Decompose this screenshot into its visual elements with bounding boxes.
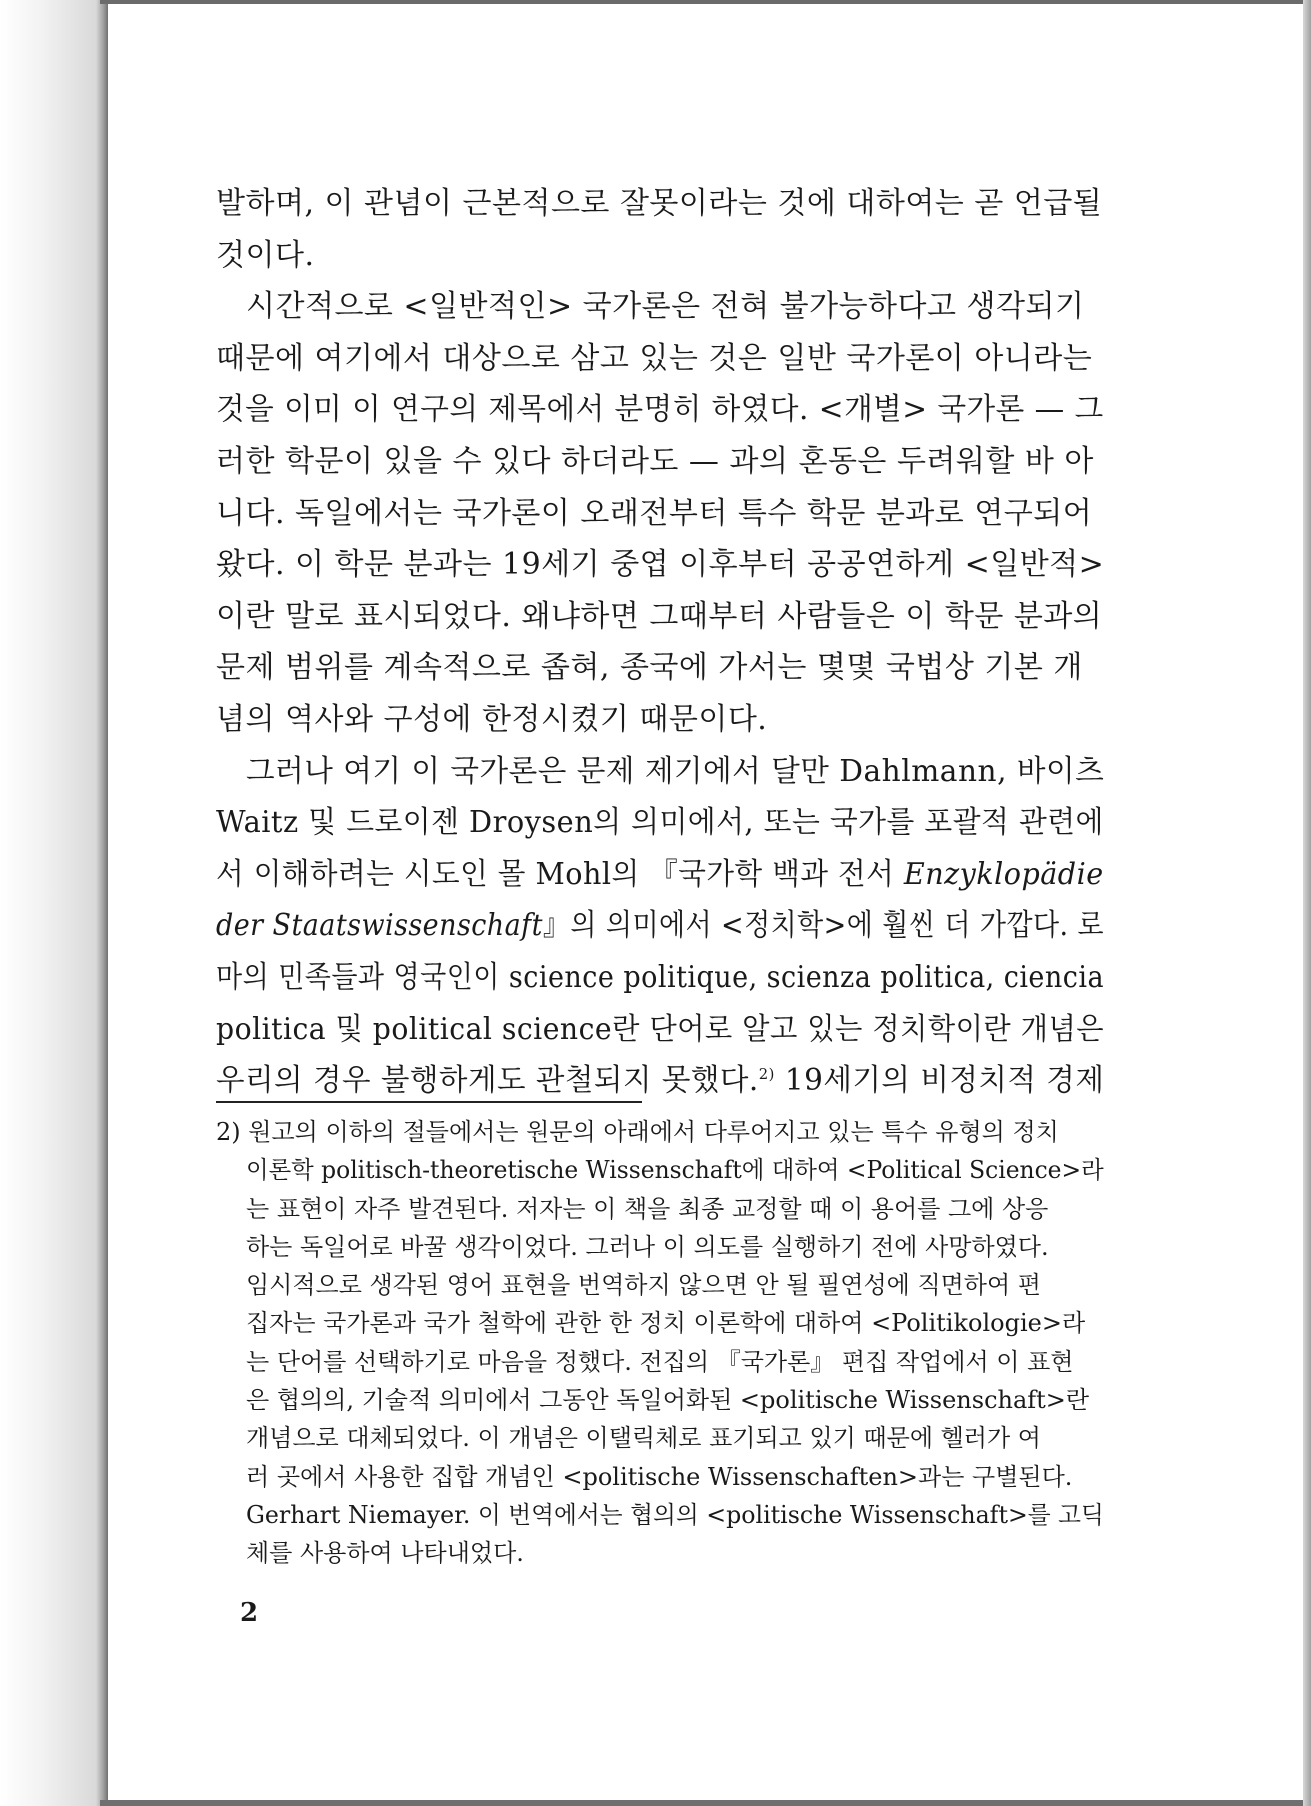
- footnote-line: 은 협의의, 기술적 의미에서 그동안 독일어화된 <politische Wissenschaft>란: [246, 1386, 1090, 1415]
- text-line: 시간적으로 <일반적인> 국가론은 전혀 불가능하다고 생각되기: [246, 289, 1085, 325]
- footnote-line: Gerhart Niemayer. 이 번역에서는 협의의 <politische Wissenschaft>를 고딕: [246, 1500, 1104, 1529]
- text-line: politica 및 political science란 단어로 알고 있는 정치학이란 개념은: [216, 1011, 1105, 1047]
- text-line: 니다. 독일에서는 국가론이 오래전부터 특수 학문 분과로 연구되어: [216, 495, 1093, 531]
- text-segment: 우리의 경우 불행하게도 관철되지 못했다.: [216, 1063, 759, 1099]
- footnote-line: 이론학 politisch-theoretische Wissenschaft에 대하여 <Political Science>라: [246, 1156, 1104, 1185]
- footnote-line: 는 단어를 선택하기로 마음을 정했다. 전집의 『국가론』 편집 작업에서 이 표현: [246, 1347, 1074, 1376]
- text-line: 마의 민족들과 영국인이 science politique, scienza politica, ciencia: [216, 959, 1105, 995]
- footnote-line: 집자는 국가론과 국가 철학에 관한 한 정치 이론학에 대하여 <Politikologie>라: [246, 1309, 1086, 1338]
- page-bottom-edge: [100, 1800, 1311, 1806]
- footnote-block: [216, 1113, 1104, 1573]
- text-line: 러한 학문이 있을 수 있다 하더라도 — 과의 혼동은 두려워할 바 아: [216, 443, 1094, 479]
- text-line: [216, 1055, 1104, 1107]
- text-line: Waitz 및 드로이젠 Droysen의 의미에서, 또는 국가를 포괄적 관련에: [216, 805, 1104, 841]
- text-line: 것을 이미 이 연구의 제목에서 분명히 하였다. <개별> 국가론 — 그: [216, 392, 1104, 428]
- text-line: 왔다. 이 학문 분과는 19세기 중엽 이후부터 공공연하게 <일반적>: [216, 547, 1105, 583]
- footnote-line: 러 곳에서 사용한 집합 개념인 <politische Wissenschaften>과는 구별된다.: [246, 1462, 1073, 1491]
- text-line: 문제 범위를 계속적으로 좁혀, 종국에 가서는 몇몇 국법상 기본 개: [216, 650, 1083, 686]
- footnote-divider: [216, 1101, 642, 1103]
- italic-title: Enzyklopädie: [903, 856, 1104, 892]
- text-line: 이란 말로 표시되었다. 왜냐하면 그때부터 사람들은 이 학문 분과의: [216, 598, 1103, 634]
- text-line: [216, 900, 1104, 952]
- footnote-line: 임시적으로 생각된 영어 표현을 번역하지 않으면 안 될 필연성에 직면하여 편: [246, 1271, 1041, 1300]
- page-left-edge: [0, 0, 108, 1806]
- text-line: 그러나 여기 이 국가론은 문제 제기에서 달만 Dahlmann, 바이츠: [246, 753, 1105, 789]
- footnote-line: 는 표현이 자주 발견된다. 저자는 이 책을 최종 교정할 때 이 용어를 그에 상응: [246, 1194, 1049, 1223]
- italic-title: der Staatswissenschaft: [216, 908, 543, 944]
- text-segment: 19세기의 비정치적 경제: [774, 1063, 1105, 1099]
- text-segment: 의 의미에서 <정치학>에 훨씬 더 가깝다. 로: [570, 908, 1105, 944]
- page-number: 2: [240, 1598, 259, 1628]
- footnote-line: 개념으로 대체되었다. 이 개념은 이탤릭체로 표기되고 있기 때문에 헬러가 여: [246, 1424, 1041, 1453]
- text-line: [216, 849, 1104, 901]
- footnote-line: 체를 사용하여 나타내었다.: [246, 1539, 524, 1568]
- footnote-reference: 2): [758, 1065, 775, 1084]
- footnote-line: 하는 독일어로 바꿀 생각이었다. 그러나 이 의도를 실행하기 전에 사망하였다.: [246, 1232, 1049, 1261]
- main-text: [216, 178, 1104, 1107]
- text-line: 것이다.: [216, 237, 315, 273]
- footnote-line: 2) 원고의 이하의 절들에서는 원문의 아래에서 다루어지고 있는 특수 유형의 정치: [216, 1118, 1059, 1146]
- text-line: 념의 역사와 구성에 한정시켰기 때문이다.: [216, 701, 768, 737]
- close-bracket: 』: [542, 908, 571, 944]
- text-line: 발하며, 이 관념이 근본적으로 잘못이라는 것에 대하여는 곧 언급될: [216, 186, 1103, 221]
- page-right-edge: [1303, 0, 1311, 1806]
- text-segment: 서 이해하려는 시도인 몰 Mohl의 『국가학 백과 전서: [216, 856, 895, 892]
- page-top-edge: [100, 0, 1311, 4]
- text-line: 때문에 여기에서 대상으로 삼고 있는 것은 일반 국가론이 아니라는: [216, 340, 1093, 376]
